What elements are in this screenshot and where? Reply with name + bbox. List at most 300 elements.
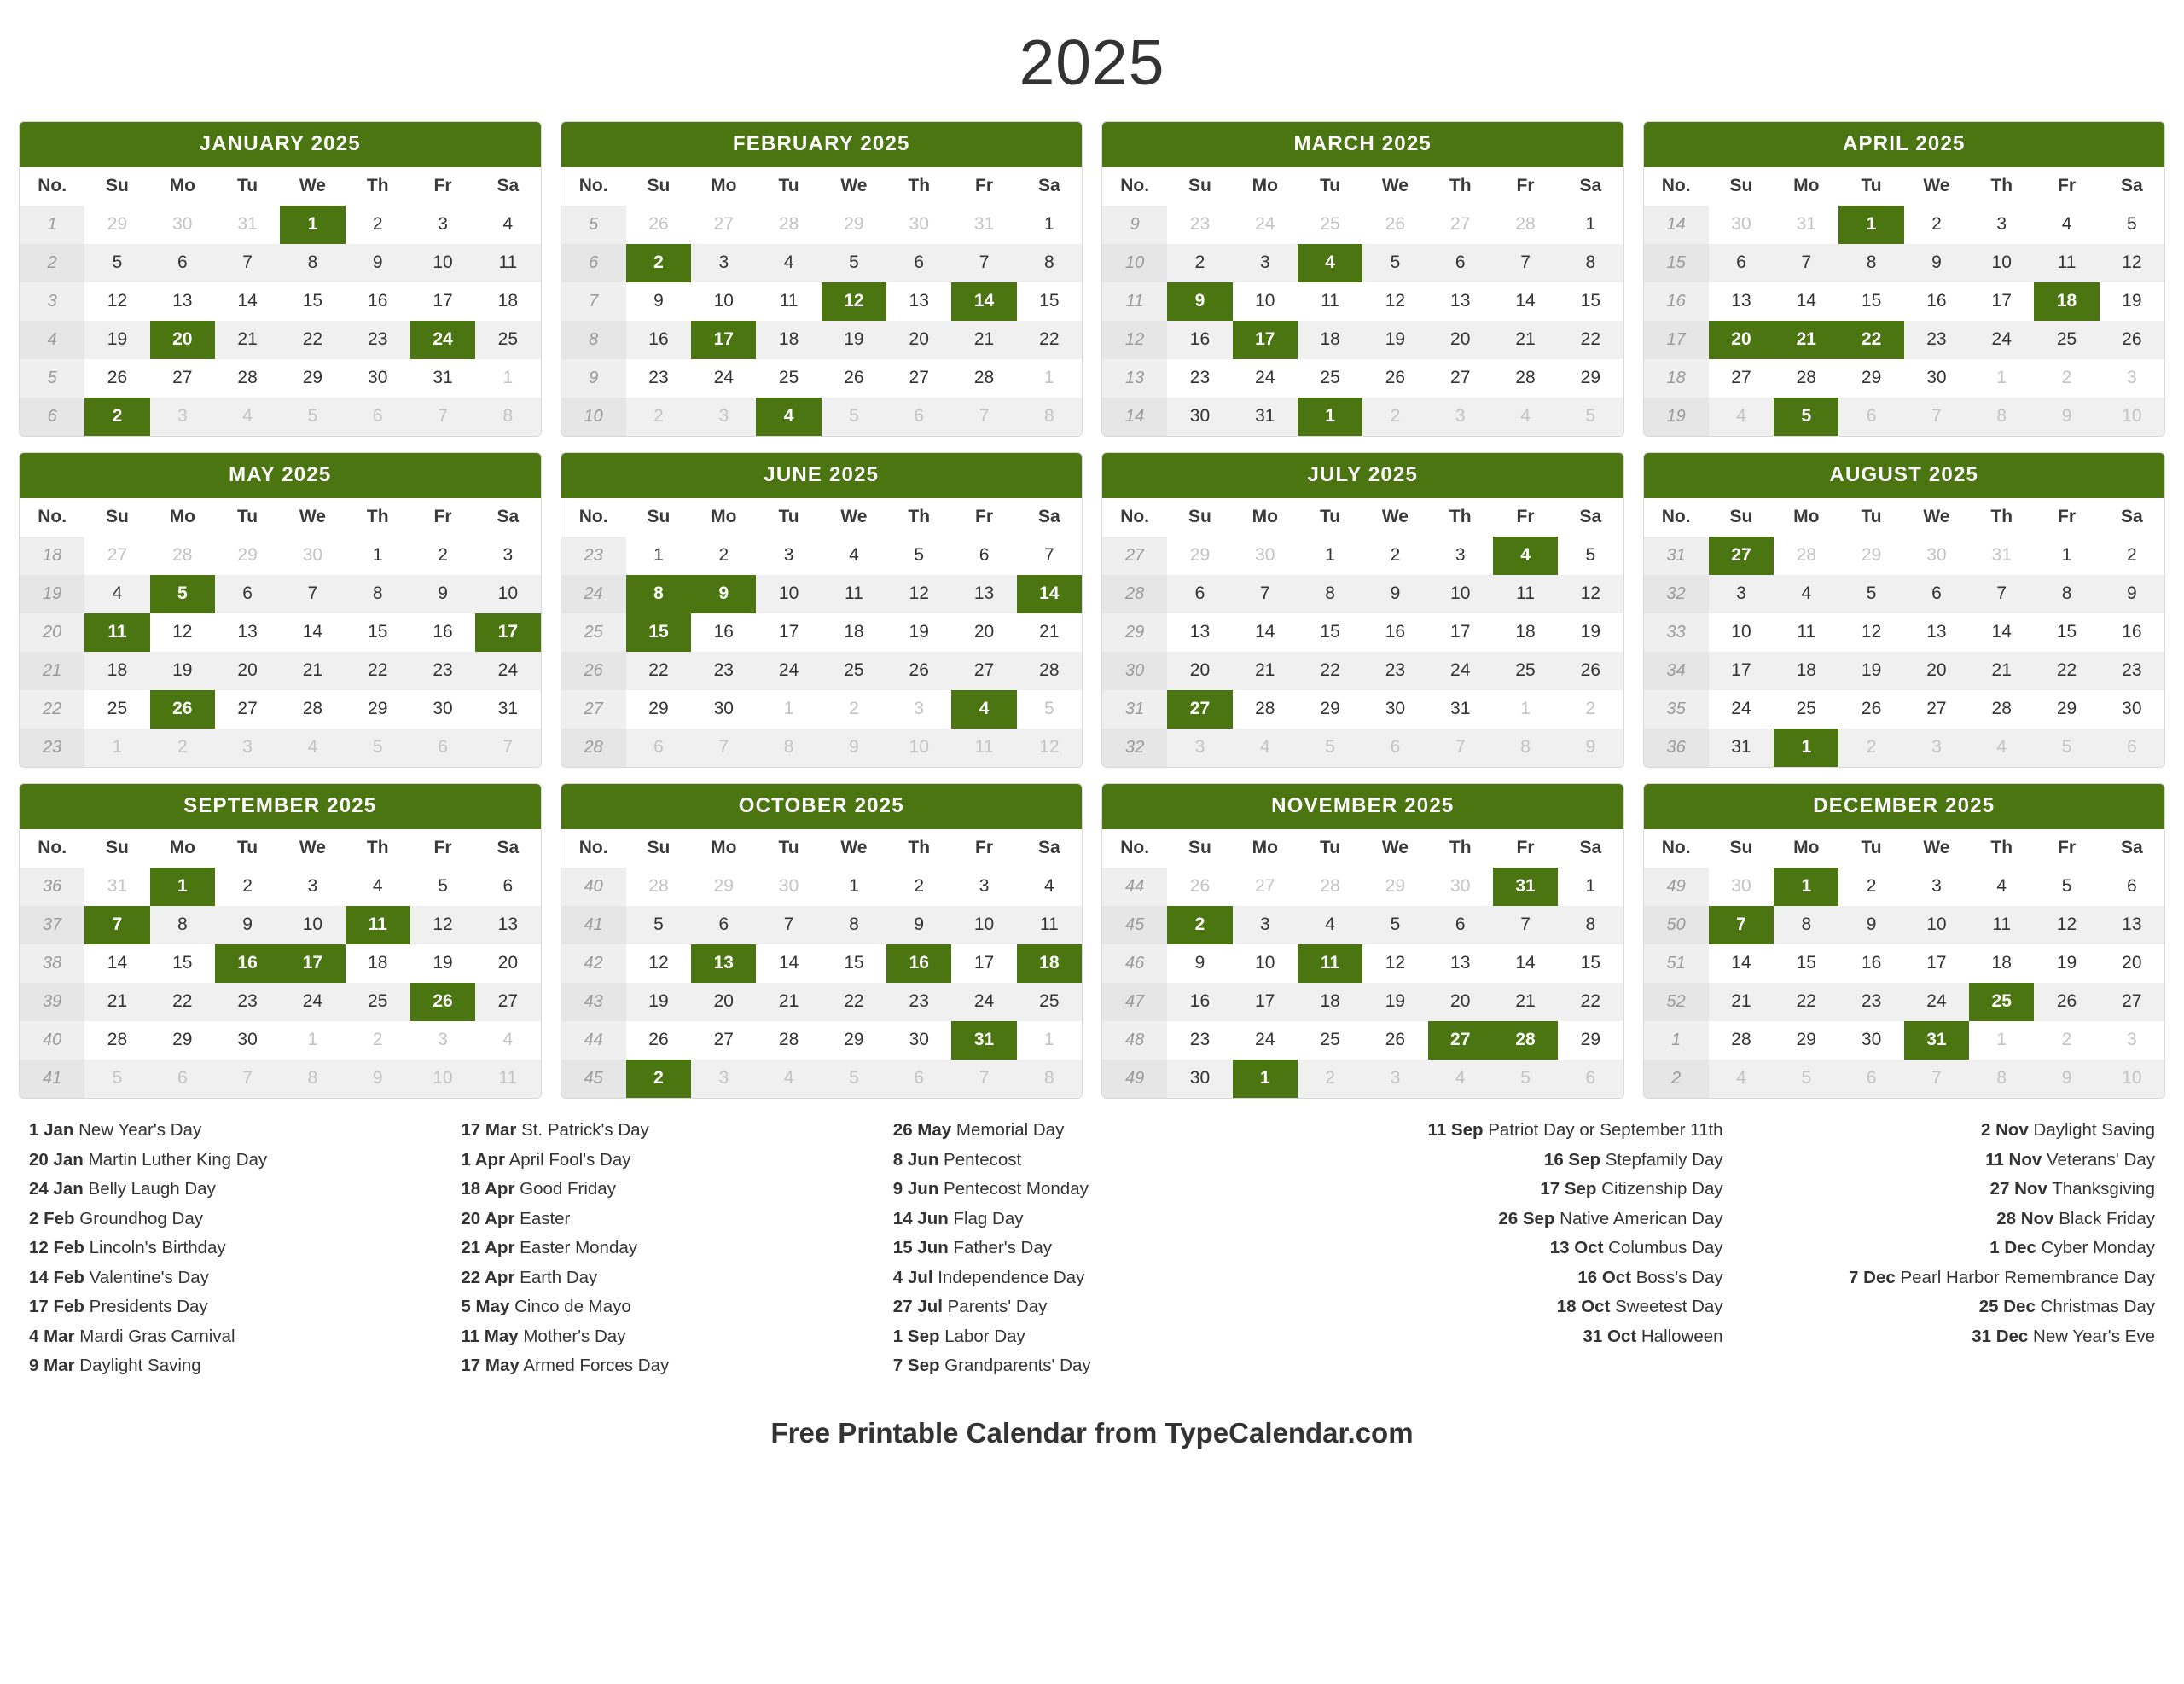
day-cell[interactable]: 29	[822, 206, 886, 244]
day-cell[interactable]: 8	[1017, 398, 1082, 436]
day-cell[interactable]: 30	[1167, 1060, 1232, 1098]
day-cell-holiday[interactable]: 18	[1017, 944, 1082, 983]
day-cell[interactable]: 12	[1558, 575, 1623, 613]
day-cell[interactable]: 6	[1709, 244, 1774, 282]
day-cell[interactable]: 29	[1558, 359, 1623, 398]
day-cell[interactable]: 7	[215, 1060, 280, 1098]
day-cell[interactable]: 26	[2034, 983, 2099, 1021]
day-cell[interactable]: 2	[1838, 729, 1903, 767]
day-cell[interactable]: 4	[84, 575, 149, 613]
day-cell[interactable]: 8	[1969, 1060, 2034, 1098]
day-cell[interactable]: 30	[150, 206, 215, 244]
day-cell[interactable]: 2	[346, 206, 410, 244]
day-cell[interactable]: 25	[1298, 206, 1362, 244]
day-cell[interactable]: 2	[626, 398, 691, 436]
day-cell[interactable]: 9	[1167, 944, 1232, 983]
day-cell-holiday[interactable]: 26	[150, 690, 215, 729]
day-cell[interactable]: 3	[1167, 729, 1232, 767]
day-cell[interactable]: 3	[1904, 868, 1969, 906]
day-cell[interactable]: 18	[475, 282, 540, 321]
day-cell[interactable]: 14	[1233, 613, 1298, 652]
day-cell[interactable]: 12	[2034, 906, 2099, 944]
day-cell-holiday[interactable]: 17	[1233, 321, 1298, 359]
day-cell-holiday[interactable]: 7	[84, 906, 149, 944]
day-cell[interactable]: 31	[475, 690, 540, 729]
day-cell-holiday[interactable]: 27	[1709, 537, 1774, 575]
day-cell[interactable]: 5	[1017, 690, 1082, 729]
day-cell[interactable]: 3	[410, 206, 475, 244]
day-cell[interactable]: 25	[475, 321, 540, 359]
day-cell[interactable]: 7	[1969, 575, 2034, 613]
day-cell[interactable]: 26	[886, 652, 951, 690]
day-cell[interactable]: 12	[1362, 944, 1427, 983]
day-cell[interactable]: 2	[1362, 398, 1427, 436]
day-cell[interactable]: 20	[1428, 321, 1493, 359]
day-cell[interactable]: 25	[1017, 983, 1082, 1021]
day-cell[interactable]: 7	[215, 244, 280, 282]
day-cell[interactable]: 27	[475, 983, 540, 1021]
day-cell[interactable]: 24	[1428, 652, 1493, 690]
day-cell[interactable]: 9	[822, 729, 886, 767]
day-cell[interactable]: 3	[1233, 244, 1298, 282]
day-cell[interactable]: 28	[215, 359, 280, 398]
day-cell[interactable]: 12	[886, 575, 951, 613]
day-cell[interactable]: 24	[1969, 321, 2034, 359]
day-cell-holiday[interactable]: 31	[1904, 1021, 1969, 1060]
day-cell[interactable]: 4	[475, 206, 540, 244]
day-cell[interactable]: 15	[822, 944, 886, 983]
day-cell[interactable]: 27	[84, 537, 149, 575]
day-cell[interactable]: 8	[280, 244, 345, 282]
day-cell[interactable]: 24	[1904, 983, 1969, 1021]
day-cell[interactable]: 20	[215, 652, 280, 690]
day-cell-holiday[interactable]: 1	[150, 868, 215, 906]
day-cell[interactable]: 20	[1428, 983, 1493, 1021]
day-cell[interactable]: 11	[475, 1060, 540, 1098]
day-cell-holiday[interactable]: 31	[1493, 868, 1558, 906]
day-cell[interactable]: 8	[756, 729, 821, 767]
day-cell[interactable]: 15	[150, 944, 215, 983]
day-cell[interactable]: 6	[410, 729, 475, 767]
day-cell[interactable]: 31	[84, 868, 149, 906]
day-cell[interactable]: 29	[1167, 537, 1232, 575]
day-cell[interactable]: 31	[1233, 398, 1298, 436]
day-cell[interactable]: 1	[756, 690, 821, 729]
day-cell[interactable]: 28	[1298, 868, 1362, 906]
day-cell[interactable]: 8	[1298, 575, 1362, 613]
day-cell[interactable]: 6	[150, 244, 215, 282]
day-cell[interactable]: 1	[346, 537, 410, 575]
day-cell[interactable]: 1	[1017, 206, 1082, 244]
day-cell-holiday[interactable]: 16	[886, 944, 951, 983]
day-cell-holiday[interactable]: 16	[215, 944, 280, 983]
day-cell[interactable]: 7	[756, 906, 821, 944]
day-cell[interactable]: 30	[1362, 690, 1427, 729]
day-cell[interactable]: 28	[756, 206, 821, 244]
day-cell[interactable]: 9	[215, 906, 280, 944]
day-cell[interactable]: 6	[1428, 906, 1493, 944]
day-cell[interactable]: 6	[1167, 575, 1232, 613]
day-cell[interactable]: 26	[626, 1021, 691, 1060]
day-cell[interactable]: 10	[280, 906, 345, 944]
day-cell[interactable]: 23	[626, 359, 691, 398]
day-cell[interactable]: 5	[1558, 537, 1623, 575]
day-cell[interactable]: 6	[150, 1060, 215, 1098]
day-cell[interactable]: 25	[346, 983, 410, 1021]
day-cell[interactable]: 19	[1558, 613, 1623, 652]
day-cell[interactable]: 30	[2100, 690, 2164, 729]
day-cell[interactable]: 24	[951, 983, 1016, 1021]
day-cell[interactable]: 20	[2100, 944, 2164, 983]
day-cell[interactable]: 24	[280, 983, 345, 1021]
day-cell[interactable]: 16	[1167, 983, 1232, 1021]
day-cell[interactable]: 5	[822, 1060, 886, 1098]
day-cell-holiday[interactable]: 20	[150, 321, 215, 359]
day-cell[interactable]: 23	[215, 983, 280, 1021]
day-cell[interactable]: 17	[1904, 944, 1969, 983]
day-cell[interactable]: 3	[1362, 1060, 1427, 1098]
day-cell[interactable]: 28	[84, 1021, 149, 1060]
day-cell[interactable]: 5	[822, 398, 886, 436]
day-cell-holiday[interactable]: 18	[2034, 282, 2099, 321]
day-cell[interactable]: 22	[280, 321, 345, 359]
day-cell-holiday[interactable]: 28	[1493, 1021, 1558, 1060]
day-cell[interactable]: 3	[1969, 206, 2034, 244]
day-cell[interactable]: 28	[1233, 690, 1298, 729]
day-cell[interactable]: 30	[1233, 537, 1298, 575]
day-cell-holiday[interactable]: 27	[1428, 1021, 1493, 1060]
day-cell[interactable]: 26	[1558, 652, 1623, 690]
day-cell[interactable]: 10	[2100, 398, 2164, 436]
day-cell[interactable]: 5	[1298, 729, 1362, 767]
day-cell[interactable]: 28	[626, 868, 691, 906]
day-cell[interactable]: 16	[2100, 613, 2164, 652]
day-cell[interactable]: 22	[1558, 321, 1623, 359]
day-cell[interactable]: 10	[475, 575, 540, 613]
day-cell[interactable]: 16	[410, 613, 475, 652]
day-cell[interactable]: 3	[475, 537, 540, 575]
day-cell[interactable]: 6	[475, 868, 540, 906]
day-cell[interactable]: 31	[1969, 537, 2034, 575]
day-cell[interactable]: 23	[1362, 652, 1427, 690]
day-cell[interactable]: 30	[1904, 359, 1969, 398]
day-cell[interactable]: 24	[1709, 690, 1774, 729]
day-cell[interactable]: 12	[1838, 613, 1903, 652]
day-cell[interactable]: 21	[1709, 983, 1774, 1021]
day-cell[interactable]: 20	[691, 983, 756, 1021]
day-cell[interactable]: 30	[1167, 398, 1232, 436]
day-cell[interactable]: 5	[822, 244, 886, 282]
day-cell[interactable]: 3	[951, 868, 1016, 906]
day-cell[interactable]: 4	[1493, 398, 1558, 436]
day-cell[interactable]: 25	[756, 359, 821, 398]
day-cell[interactable]: 7	[951, 244, 1016, 282]
day-cell[interactable]: 6	[626, 729, 691, 767]
day-cell[interactable]: 8	[822, 906, 886, 944]
day-cell[interactable]: 7	[1017, 537, 1082, 575]
day-cell[interactable]: 12	[1362, 282, 1427, 321]
day-cell-holiday[interactable]: 26	[410, 983, 475, 1021]
day-cell[interactable]: 3	[1709, 575, 1774, 613]
day-cell[interactable]: 11	[1017, 906, 1082, 944]
day-cell[interactable]: 7	[1774, 244, 1838, 282]
day-cell[interactable]: 14	[1709, 944, 1774, 983]
day-cell[interactable]: 28	[1493, 206, 1558, 244]
day-cell[interactable]: 29	[691, 868, 756, 906]
day-cell[interactable]: 27	[215, 690, 280, 729]
day-cell[interactable]: 6	[691, 906, 756, 944]
day-cell[interactable]: 2	[1558, 690, 1623, 729]
day-cell[interactable]: 2	[1362, 537, 1427, 575]
day-cell-holiday[interactable]: 1	[1233, 1060, 1298, 1098]
day-cell[interactable]: 3	[756, 537, 821, 575]
day-cell[interactable]: 1	[280, 1021, 345, 1060]
day-cell[interactable]: 22	[150, 983, 215, 1021]
day-cell[interactable]: 7	[1904, 1060, 1969, 1098]
day-cell[interactable]: 5	[84, 1060, 149, 1098]
day-cell[interactable]: 23	[410, 652, 475, 690]
day-cell[interactable]: 30	[215, 1021, 280, 1060]
day-cell[interactable]: 27	[2100, 983, 2164, 1021]
day-cell[interactable]: 26	[2100, 321, 2164, 359]
day-cell[interactable]: 30	[1709, 868, 1774, 906]
day-cell[interactable]: 31	[1709, 729, 1774, 767]
day-cell[interactable]: 18	[1298, 321, 1362, 359]
day-cell-holiday[interactable]: 4	[756, 398, 821, 436]
day-cell[interactable]: 27	[1428, 206, 1493, 244]
day-cell[interactable]: 3	[2100, 359, 2164, 398]
day-cell-holiday[interactable]: 20	[1709, 321, 1774, 359]
day-cell-holiday[interactable]: 9	[691, 575, 756, 613]
day-cell-holiday[interactable]: 5	[1774, 398, 1838, 436]
day-cell[interactable]: 6	[2100, 729, 2164, 767]
day-cell-holiday[interactable]: 31	[951, 1021, 1016, 1060]
day-cell[interactable]: 9	[346, 1060, 410, 1098]
day-cell[interactable]: 21	[215, 321, 280, 359]
day-cell[interactable]: 9	[1904, 244, 1969, 282]
day-cell-holiday[interactable]: 1	[1298, 398, 1362, 436]
day-cell-holiday[interactable]: 5	[150, 575, 215, 613]
day-cell[interactable]: 26	[822, 359, 886, 398]
day-cell[interactable]: 18	[756, 321, 821, 359]
day-cell[interactable]: 17	[756, 613, 821, 652]
day-cell[interactable]: 5	[2100, 206, 2164, 244]
day-cell[interactable]: 9	[2034, 1060, 2099, 1098]
day-cell[interactable]: 9	[1558, 729, 1623, 767]
day-cell[interactable]: 19	[1838, 652, 1903, 690]
day-cell[interactable]: 29	[84, 206, 149, 244]
day-cell[interactable]: 1	[1017, 1021, 1082, 1060]
day-cell[interactable]: 23	[1167, 359, 1232, 398]
day-cell[interactable]: 9	[1362, 575, 1427, 613]
day-cell[interactable]: 4	[475, 1021, 540, 1060]
day-cell[interactable]: 2	[1838, 868, 1903, 906]
day-cell[interactable]: 7	[280, 575, 345, 613]
day-cell[interactable]: 25	[1298, 359, 1362, 398]
day-cell[interactable]: 30	[410, 690, 475, 729]
day-cell[interactable]: 3	[691, 244, 756, 282]
day-cell[interactable]: 2	[346, 1021, 410, 1060]
day-cell[interactable]: 22	[822, 983, 886, 1021]
day-cell[interactable]: 23	[1904, 321, 1969, 359]
day-cell[interactable]: 7	[1428, 729, 1493, 767]
day-cell-holiday[interactable]: 1	[1774, 868, 1838, 906]
day-cell[interactable]: 22	[1558, 983, 1623, 1021]
day-cell[interactable]: 14	[1493, 282, 1558, 321]
day-cell[interactable]: 27	[1233, 868, 1298, 906]
day-cell[interactable]: 5	[1362, 244, 1427, 282]
day-cell[interactable]: 6	[886, 1060, 951, 1098]
day-cell[interactable]: 3	[1428, 537, 1493, 575]
day-cell[interactable]: 25	[1493, 652, 1558, 690]
day-cell-holiday[interactable]: 4	[1298, 244, 1362, 282]
day-cell[interactable]: 2	[886, 868, 951, 906]
day-cell[interactable]: 16	[626, 321, 691, 359]
day-cell[interactable]: 6	[886, 398, 951, 436]
day-cell[interactable]: 25	[84, 690, 149, 729]
day-cell[interactable]: 15	[346, 613, 410, 652]
day-cell[interactable]: 19	[2100, 282, 2164, 321]
day-cell[interactable]: 3	[280, 868, 345, 906]
day-cell[interactable]: 29	[1838, 359, 1903, 398]
day-cell[interactable]: 31	[1428, 690, 1493, 729]
day-cell[interactable]: 17	[1969, 282, 2034, 321]
day-cell-holiday[interactable]: 4	[1493, 537, 1558, 575]
day-cell[interactable]: 31	[410, 359, 475, 398]
day-cell[interactable]: 12	[410, 906, 475, 944]
day-cell[interactable]: 18	[1969, 944, 2034, 983]
day-cell[interactable]: 28	[756, 1021, 821, 1060]
day-cell[interactable]: 29	[626, 690, 691, 729]
day-cell[interactable]: 11	[1493, 575, 1558, 613]
day-cell[interactable]: 8	[2034, 575, 2099, 613]
day-cell-holiday[interactable]: 1	[280, 206, 345, 244]
day-cell[interactable]: 17	[1709, 652, 1774, 690]
day-cell[interactable]: 17	[1233, 983, 1298, 1021]
day-cell[interactable]: 10	[1969, 244, 2034, 282]
day-cell[interactable]: 11	[822, 575, 886, 613]
day-cell[interactable]: 26	[1362, 206, 1427, 244]
day-cell[interactable]: 13	[150, 282, 215, 321]
day-cell[interactable]: 28	[1774, 537, 1838, 575]
day-cell[interactable]: 25	[822, 652, 886, 690]
day-cell[interactable]: 2	[215, 868, 280, 906]
day-cell[interactable]: 7	[410, 398, 475, 436]
day-cell[interactable]: 6	[1838, 1060, 1903, 1098]
day-cell[interactable]: 4	[1298, 906, 1362, 944]
day-cell[interactable]: 4	[1233, 729, 1298, 767]
day-cell[interactable]: 19	[150, 652, 215, 690]
day-cell[interactable]: 13	[1428, 944, 1493, 983]
day-cell[interactable]: 28	[1774, 359, 1838, 398]
day-cell[interactable]: 27	[1428, 359, 1493, 398]
day-cell[interactable]: 7	[951, 1060, 1016, 1098]
day-cell[interactable]: 14	[84, 944, 149, 983]
day-cell[interactable]: 10	[886, 729, 951, 767]
day-cell[interactable]: 13	[475, 906, 540, 944]
day-cell[interactable]: 5	[626, 906, 691, 944]
day-cell[interactable]: 29	[1774, 1021, 1838, 1060]
day-cell[interactable]: 26	[1362, 359, 1427, 398]
day-cell-holiday[interactable]: 4	[951, 690, 1016, 729]
day-cell-holiday[interactable]: 27	[1167, 690, 1232, 729]
day-cell[interactable]: 19	[626, 983, 691, 1021]
day-cell[interactable]: 5	[1774, 1060, 1838, 1098]
day-cell[interactable]: 8	[475, 398, 540, 436]
day-cell[interactable]: 22	[1017, 321, 1082, 359]
day-cell[interactable]: 1	[1298, 537, 1362, 575]
day-cell[interactable]: 3	[886, 690, 951, 729]
day-cell[interactable]: 15	[1774, 944, 1838, 983]
day-cell-holiday[interactable]: 11	[1298, 944, 1362, 983]
day-cell[interactable]: 2	[150, 729, 215, 767]
day-cell-holiday[interactable]: 13	[691, 944, 756, 983]
day-cell-holiday[interactable]: 2	[1167, 906, 1232, 944]
day-cell[interactable]: 1	[1969, 1021, 2034, 1060]
day-cell[interactable]: 29	[1838, 537, 1903, 575]
day-cell[interactable]: 21	[1493, 983, 1558, 1021]
day-cell[interactable]: 24	[691, 359, 756, 398]
day-cell[interactable]: 27	[1904, 690, 1969, 729]
day-cell[interactable]: 23	[886, 983, 951, 1021]
day-cell[interactable]: 4	[280, 729, 345, 767]
day-cell[interactable]: 7	[951, 398, 1016, 436]
day-cell-holiday[interactable]: 2	[626, 1060, 691, 1098]
day-cell[interactable]: 26	[1362, 1021, 1427, 1060]
day-cell[interactable]: 15	[1558, 282, 1623, 321]
day-cell[interactable]: 2	[1167, 244, 1232, 282]
day-cell-holiday[interactable]: 17	[691, 321, 756, 359]
day-cell[interactable]: 10	[2100, 1060, 2164, 1098]
day-cell[interactable]: 28	[951, 359, 1016, 398]
day-cell[interactable]: 5	[2034, 729, 2099, 767]
day-cell[interactable]: 4	[346, 868, 410, 906]
day-cell[interactable]: 10	[951, 906, 1016, 944]
day-cell[interactable]: 8	[1774, 906, 1838, 944]
day-cell[interactable]: 12	[2100, 244, 2164, 282]
day-cell[interactable]: 2	[2100, 537, 2164, 575]
day-cell[interactable]: 29	[1298, 690, 1362, 729]
day-cell-holiday[interactable]: 7	[1709, 906, 1774, 944]
day-cell[interactable]: 1	[1969, 359, 2034, 398]
day-cell[interactable]: 7	[1493, 906, 1558, 944]
day-cell[interactable]: 28	[1709, 1021, 1774, 1060]
day-cell[interactable]: 26	[1167, 868, 1232, 906]
day-cell[interactable]: 29	[215, 537, 280, 575]
day-cell[interactable]: 4	[1428, 1060, 1493, 1098]
day-cell[interactable]: 13	[1167, 613, 1232, 652]
day-cell[interactable]: 21	[756, 983, 821, 1021]
day-cell[interactable]: 8	[1493, 729, 1558, 767]
day-cell[interactable]: 24	[1233, 1021, 1298, 1060]
day-cell[interactable]: 13	[215, 613, 280, 652]
day-cell[interactable]: 13	[951, 575, 1016, 613]
day-cell[interactable]: 20	[951, 613, 1016, 652]
day-cell[interactable]: 9	[346, 244, 410, 282]
day-cell[interactable]: 18	[346, 944, 410, 983]
day-cell[interactable]: 12	[626, 944, 691, 983]
day-cell[interactable]: 5	[886, 537, 951, 575]
day-cell-holiday[interactable]: 25	[1969, 983, 2034, 1021]
day-cell[interactable]: 14	[1969, 613, 2034, 652]
day-cell[interactable]: 12	[1017, 729, 1082, 767]
day-cell[interactable]: 3	[410, 1021, 475, 1060]
day-cell[interactable]: 7	[691, 729, 756, 767]
day-cell[interactable]: 10	[691, 282, 756, 321]
day-cell[interactable]: 10	[410, 1060, 475, 1098]
day-cell-holiday[interactable]: 2	[626, 244, 691, 282]
day-cell-holiday[interactable]: 24	[410, 321, 475, 359]
